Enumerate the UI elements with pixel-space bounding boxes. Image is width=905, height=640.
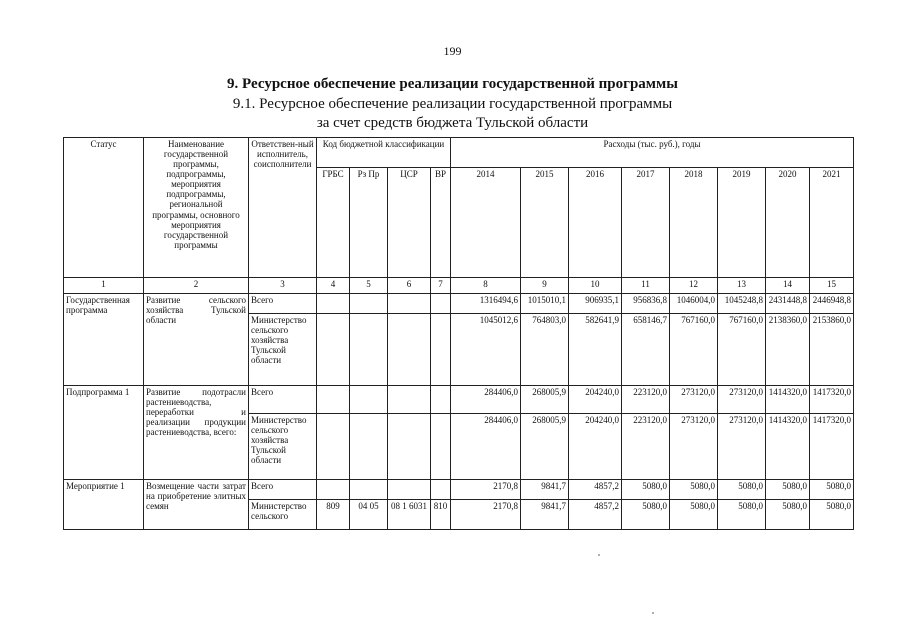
row-grbs bbox=[317, 294, 350, 314]
header-expenses: Расходы (тыс. руб.), годы bbox=[451, 138, 854, 168]
row-executor: Министерство сельского хозяйства Тульской области bbox=[249, 414, 317, 480]
row-value: 268005,9 bbox=[521, 386, 569, 414]
column-number: 14 bbox=[766, 278, 810, 294]
table-row bbox=[64, 480, 854, 500]
row-rzpr bbox=[350, 480, 388, 500]
row-grbs bbox=[317, 480, 350, 500]
row-grbs bbox=[317, 314, 350, 386]
column-number: 13 bbox=[718, 278, 766, 294]
row-value: 1417320,0 bbox=[810, 414, 854, 480]
page-number: 199 bbox=[443, 44, 462, 58]
row-value: 273120,0 bbox=[718, 386, 766, 414]
header-year: 2014 bbox=[451, 168, 521, 278]
row-value: 582641,9 bbox=[569, 314, 622, 386]
header-name: Наименование государственной программы, подпрограммы, мероприятия подпрограммы, региональной программы, основного мероприятия государственной программы bbox=[144, 138, 249, 278]
row-csr bbox=[388, 414, 431, 480]
row-value: 204240,0 bbox=[569, 414, 622, 480]
row-executor: Всего bbox=[249, 386, 317, 414]
row-executor: Всего bbox=[249, 294, 317, 314]
row-value: 204240,0 bbox=[569, 386, 622, 414]
column-number: 15 bbox=[810, 278, 854, 294]
row-value: 223120,0 bbox=[622, 414, 670, 480]
row-value: 2153860,0 bbox=[810, 314, 854, 386]
row-name: Развитие подотрасли растениеводства, переработки и реализации продукции растениеводства, всего: bbox=[144, 386, 249, 480]
row-value: 273120,0 bbox=[670, 414, 718, 480]
row-vr bbox=[431, 294, 451, 314]
subtitle-line-1: 9.1. Ресурсное обеспечение реализации государственной программы bbox=[232, 96, 673, 112]
row-vr: 810 bbox=[431, 500, 451, 530]
row-value: 906935,1 bbox=[569, 294, 622, 314]
row-value: 767160,0 bbox=[718, 314, 766, 386]
row-rzpr bbox=[350, 314, 388, 386]
row-status: Подпрограмма 1 bbox=[64, 386, 144, 480]
row-name: Возмещение части затрат на приобретение элитных семян bbox=[144, 480, 249, 530]
subtitle-line-2: за счет средств бюджета Тульской области bbox=[316, 115, 589, 131]
row-csr bbox=[388, 314, 431, 386]
row-value: 5080,0 bbox=[766, 500, 810, 530]
row-value: 9841,7 bbox=[521, 480, 569, 500]
table-row bbox=[64, 386, 854, 414]
row-vr bbox=[431, 386, 451, 414]
row-csr bbox=[388, 480, 431, 500]
row-value: 4857,2 bbox=[569, 500, 622, 530]
row-value: 1414320,0 bbox=[766, 386, 810, 414]
column-number: 4 bbox=[317, 278, 350, 294]
row-value: 1045248,8 bbox=[718, 294, 766, 314]
header-rzpr: Рз Пр bbox=[350, 168, 388, 278]
row-value: 5080,0 bbox=[670, 480, 718, 500]
column-number: 8 bbox=[451, 278, 521, 294]
header-year: 2017 bbox=[622, 168, 670, 278]
column-number: 3 bbox=[249, 278, 317, 294]
row-value: 5080,0 bbox=[670, 500, 718, 530]
row-vr bbox=[431, 414, 451, 480]
column-number: 10 bbox=[569, 278, 622, 294]
column-number: 9 bbox=[521, 278, 569, 294]
row-vr bbox=[431, 480, 451, 500]
header-year: 2016 bbox=[569, 168, 622, 278]
column-number: 1 bbox=[64, 278, 144, 294]
column-number: 2 bbox=[144, 278, 249, 294]
row-value: 764803,0 bbox=[521, 314, 569, 386]
row-value: 2170,8 bbox=[451, 480, 521, 500]
column-number: 11 bbox=[622, 278, 670, 294]
row-value: 1414320,0 bbox=[766, 414, 810, 480]
row-value: 1046004,0 bbox=[670, 294, 718, 314]
header-budget-code: Код бюджетной классификации bbox=[317, 138, 451, 168]
header-csr: ЦСР bbox=[388, 168, 431, 278]
row-grbs bbox=[317, 386, 350, 414]
row-status: Государственная программа bbox=[64, 294, 144, 386]
row-value: 4857,2 bbox=[569, 480, 622, 500]
header-year: 2020 bbox=[766, 168, 810, 278]
row-value: 2138360,0 bbox=[766, 314, 810, 386]
header-year: 2021 bbox=[810, 168, 854, 278]
row-rzpr bbox=[350, 414, 388, 480]
row-value: 9841,7 bbox=[521, 500, 569, 530]
row-rzpr bbox=[350, 294, 388, 314]
row-value: 2431448,8 bbox=[766, 294, 810, 314]
row-value: 1015010,1 bbox=[521, 294, 569, 314]
row-value: 767160,0 bbox=[670, 314, 718, 386]
row-value: 284406,0 bbox=[451, 414, 521, 480]
row-rzpr: 04 05 bbox=[350, 500, 388, 530]
row-csr: 08 1 6031 bbox=[388, 500, 431, 530]
row-value: 2446948,8 bbox=[810, 294, 854, 314]
header-grbs: ГРБС bbox=[317, 168, 350, 278]
header-year: 2015 bbox=[521, 168, 569, 278]
row-value: 5080,0 bbox=[718, 480, 766, 500]
row-value: 1045012,6 bbox=[451, 314, 521, 386]
row-value: 956836,8 bbox=[622, 294, 670, 314]
resource-table bbox=[63, 137, 854, 530]
header-status: Статус bbox=[64, 138, 144, 278]
row-name: Развитие сельского хозяйства Тульской области bbox=[144, 294, 249, 386]
row-status: Мероприятие 1 bbox=[64, 480, 144, 530]
row-value: 5080,0 bbox=[810, 500, 854, 530]
column-number: 12 bbox=[670, 278, 718, 294]
row-grbs bbox=[317, 414, 350, 480]
row-value: 5080,0 bbox=[766, 480, 810, 500]
row-value: 658146,7 bbox=[622, 314, 670, 386]
table-row bbox=[64, 294, 854, 314]
row-executor: Министерство сельского хозяйства Тульской области bbox=[249, 314, 317, 386]
column-number: 5 bbox=[350, 278, 388, 294]
row-value: 268005,9 bbox=[521, 414, 569, 480]
page-title: 9. Ресурсное обеспечение реализации государственной программы bbox=[227, 76, 678, 92]
row-value: 5080,0 bbox=[810, 480, 854, 500]
row-grbs: 809 bbox=[317, 500, 350, 530]
row-executor: Министерство сельского bbox=[249, 500, 317, 530]
row-value: 273120,0 bbox=[670, 386, 718, 414]
scan-speck bbox=[598, 554, 600, 556]
row-vr bbox=[431, 314, 451, 386]
header-year: 2018 bbox=[670, 168, 718, 278]
column-number: 7 bbox=[431, 278, 451, 294]
row-value: 1417320,0 bbox=[810, 386, 854, 414]
column-numbers-row bbox=[64, 278, 854, 294]
row-value: 5080,0 bbox=[622, 480, 670, 500]
row-value: 1316494,6 bbox=[451, 294, 521, 314]
scan-speck bbox=[652, 612, 654, 614]
header-executor: Ответствен-ный исполнитель, соисполнители bbox=[249, 138, 317, 278]
row-csr bbox=[388, 386, 431, 414]
row-value: 284406,0 bbox=[451, 386, 521, 414]
row-value: 2170,8 bbox=[451, 500, 521, 530]
row-rzpr bbox=[350, 386, 388, 414]
column-number: 6 bbox=[388, 278, 431, 294]
header-vr: ВР bbox=[431, 168, 451, 278]
row-value: 273120,0 bbox=[718, 414, 766, 480]
row-value: 5080,0 bbox=[718, 500, 766, 530]
row-csr bbox=[388, 294, 431, 314]
row-value: 223120,0 bbox=[622, 386, 670, 414]
row-executor: Всего bbox=[249, 480, 317, 500]
row-value: 5080,0 bbox=[622, 500, 670, 530]
header-year: 2019 bbox=[718, 168, 766, 278]
